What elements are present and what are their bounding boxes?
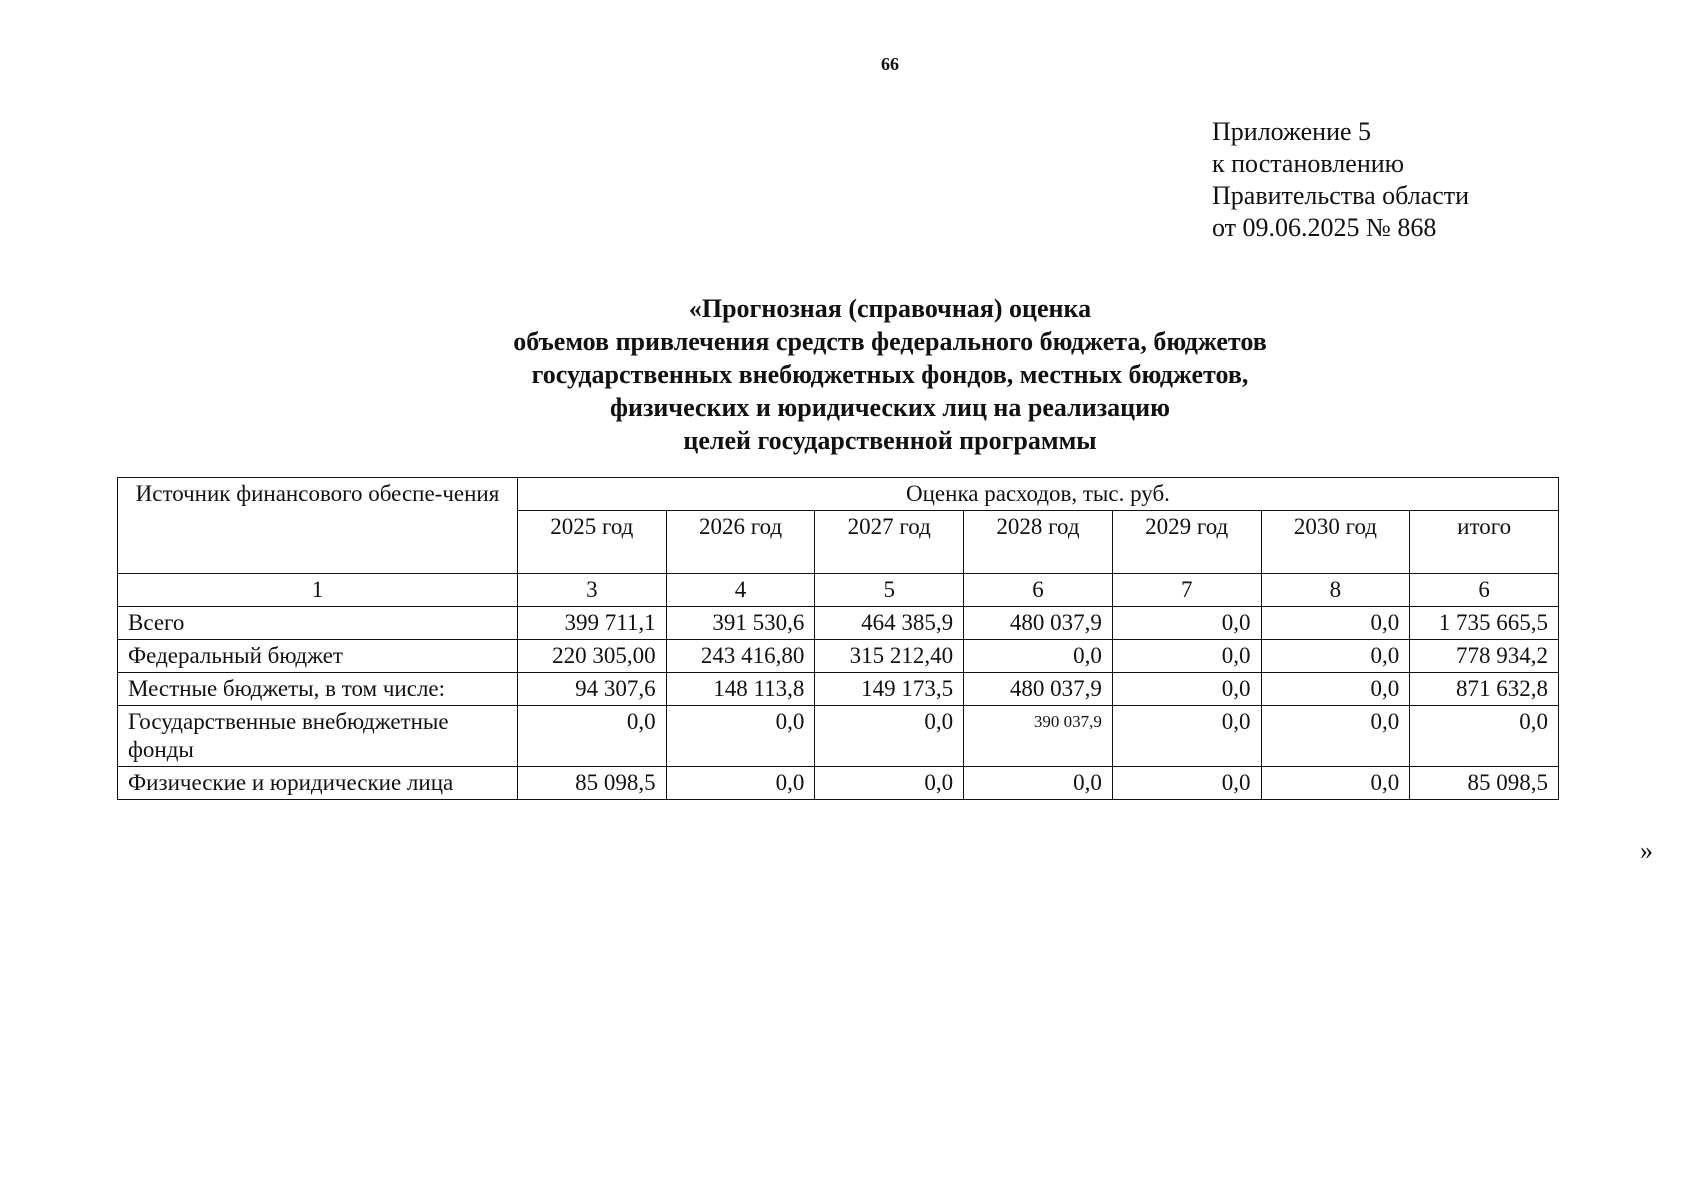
- cell-value: 0,0: [1112, 767, 1261, 800]
- cell-value: 480 037,9: [964, 673, 1113, 706]
- title-line-4: физических и юридических лиц на реализацию: [610, 393, 1170, 422]
- cell-value: 148 113,8: [666, 673, 815, 706]
- table-row: [118, 673, 1559, 706]
- table-row: [118, 767, 1559, 800]
- title-line-3: государственных внебюджетных фондов, местных бюджетов,: [531, 360, 1249, 389]
- cell-value: 480 037,9: [964, 607, 1113, 640]
- cell-value: 315 212,40: [815, 640, 964, 673]
- appendix-line-1: Приложение 5: [1212, 117, 1372, 146]
- cell-value: 85 098,5: [1410, 767, 1559, 800]
- title-line-1: «Прогнозная (справочная) оценка: [688, 294, 1092, 323]
- cell-value: 0,0: [666, 767, 815, 800]
- appendix-line-4: от 09.06.2025 № 868: [1212, 213, 1437, 242]
- cell-value: 243 416,80: [666, 640, 815, 673]
- cell-value: 0,0: [1112, 673, 1261, 706]
- cell-value: 391 530,6: [666, 607, 815, 640]
- document-title: [0, 292, 1699, 457]
- appendix-line-2: к постановлению: [1212, 149, 1405, 178]
- cell-value: 0,0: [1261, 673, 1410, 706]
- header-expense-estimate: Оценка расходов, тыс. руб.: [517, 478, 1558, 511]
- cell-value: 464 385,9: [815, 607, 964, 640]
- cell-value: 94 307,6: [517, 673, 666, 706]
- appendix-block: [1212, 116, 1469, 244]
- title-line-2: объемов привлечения средств федерального бюджета, бюджетов: [513, 327, 1267, 356]
- column-index: 6: [964, 574, 1113, 607]
- page-number: 66: [881, 54, 899, 74]
- column-index: 1: [118, 574, 518, 607]
- cell-value: 220 305,00: [517, 640, 666, 673]
- header-funding-source: Источник финансового обеспе-чения: [118, 478, 518, 574]
- column-index-row: [118, 574, 1559, 607]
- cell-value: 0,0: [666, 706, 815, 767]
- cell-value: 0,0: [815, 767, 964, 800]
- column-index: 6: [1410, 574, 1559, 607]
- column-index: 7: [1112, 574, 1261, 607]
- appendix-line-3: Правительства области: [1212, 181, 1470, 210]
- row-label: Местные бюджеты, в том числе:: [118, 673, 518, 706]
- funding-estimate-table: [117, 477, 1559, 800]
- cell-value: 0,0: [964, 767, 1113, 800]
- title-line-5: целей государственной программы: [683, 426, 1097, 455]
- table-row: [118, 706, 1559, 767]
- header-year-2030: 2030 год: [1261, 511, 1410, 574]
- cell-value: 399 711,1: [517, 607, 666, 640]
- cell-value: 85 098,5: [517, 767, 666, 800]
- cell-value: 1 735 665,5: [1410, 607, 1559, 640]
- table-row: [118, 607, 1559, 640]
- cell-value: 0,0: [1410, 706, 1559, 767]
- row-label: Государственные внебюджетные фонды: [118, 706, 518, 767]
- cell-value: 778 934,2: [1410, 640, 1559, 673]
- row-label: Всего: [118, 607, 518, 640]
- cell-value: 0,0: [1112, 640, 1261, 673]
- column-index: 3: [517, 574, 666, 607]
- cell-value: 0,0: [1261, 706, 1410, 767]
- header-year-2025: 2025 год: [517, 511, 666, 574]
- cell-value: 0,0: [1261, 640, 1410, 673]
- cell-value: 0,0: [964, 640, 1113, 673]
- header-year-2026: 2026 год: [666, 511, 815, 574]
- cell-value: 390 037,9: [964, 706, 1113, 767]
- cell-value: 871 632,8: [1410, 673, 1559, 706]
- row-label: Физические и юридические лица: [118, 767, 518, 800]
- cell-value: 149 173,5: [815, 673, 964, 706]
- cell-value: 0,0: [815, 706, 964, 767]
- column-index: 8: [1261, 574, 1410, 607]
- cell-value: 0,0: [1112, 706, 1261, 767]
- cell-value: 0,0: [1261, 607, 1410, 640]
- header-total: итого: [1410, 511, 1559, 574]
- column-index: 5: [815, 574, 964, 607]
- cell-value: 0,0: [517, 706, 666, 767]
- closing-quote: »: [1640, 836, 1653, 865]
- cell-value: 0,0: [1112, 607, 1261, 640]
- table-row: [118, 640, 1559, 673]
- header-year-2027: 2027 год: [815, 511, 964, 574]
- header-year-2029: 2029 год: [1112, 511, 1261, 574]
- column-index: 4: [666, 574, 815, 607]
- row-label: Федеральный бюджет: [118, 640, 518, 673]
- header-year-2028: 2028 год: [964, 511, 1113, 574]
- cell-value: 0,0: [1261, 767, 1410, 800]
